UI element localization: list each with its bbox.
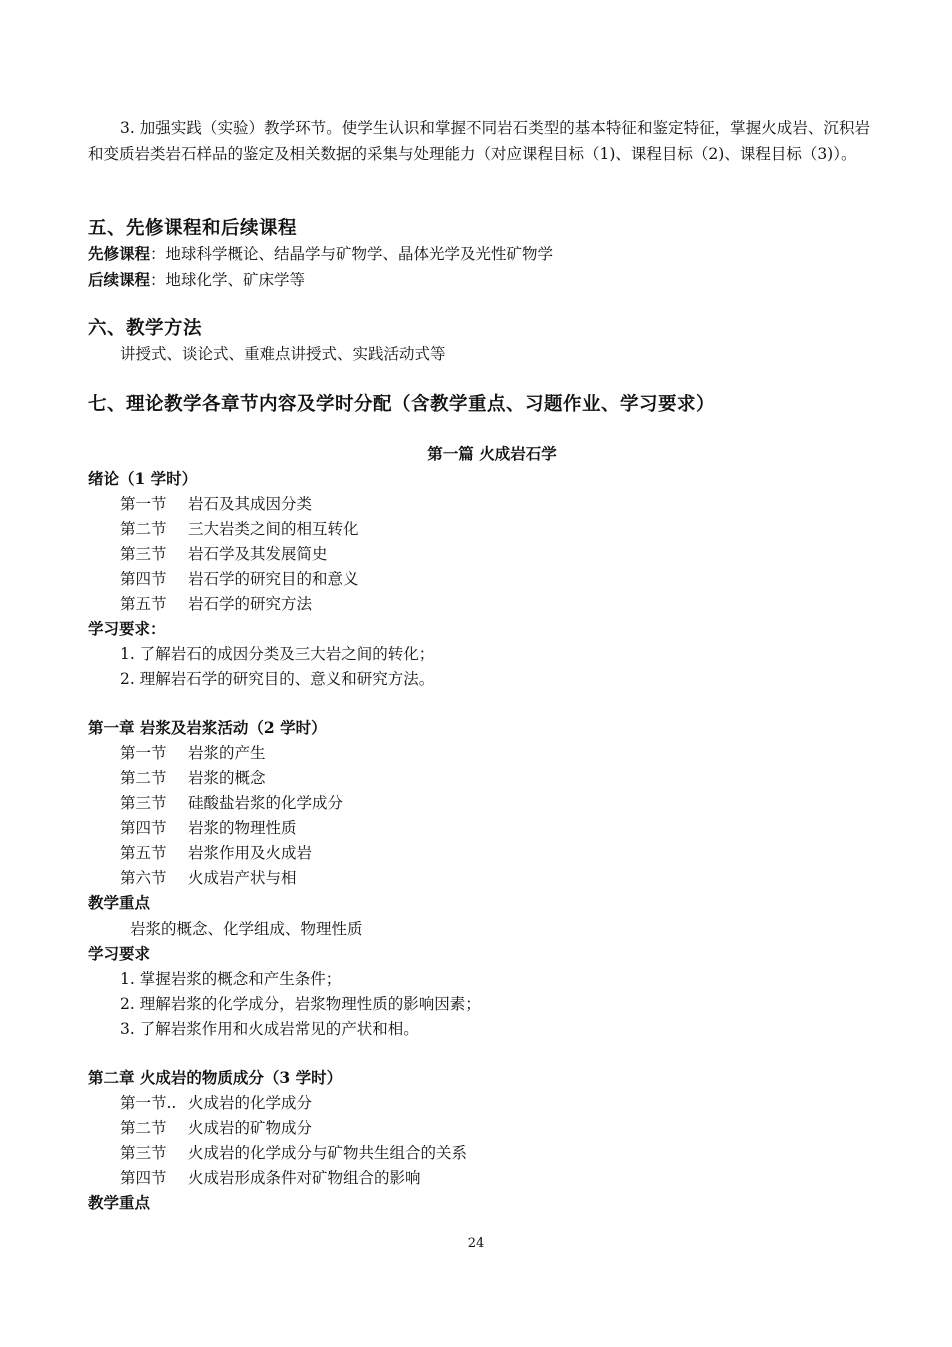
section-title: 火成岩的矿物成分 [188,1119,313,1137]
intro-paragraph: 3. 加强实践（实验）教学环节。使学生认识和掌握不同岩石类型的基本特征和鉴定特征，掌握火成岩、沉积岩和变质岩类岩石样品的鉴定及相关数据的采集与处理能力（对应课程目标（1)、课程目标（2)、课程目标（3)）。 [88,119,870,163]
followup-line [88,268,305,290]
section-number: 第一节 [120,744,167,762]
section7-heading: 七、理论教学各章节内容及学时分配（含教学重点、习题作业、学习要求） [88,394,716,415]
section5-heading: 五、先修课程和后续课程 [88,218,298,239]
section-item [120,766,266,788]
section-item [120,517,359,539]
section-number: 第五节 [120,844,167,862]
followup-label: 后续课程 [88,270,151,289]
intro-chapter-title: 绪论（1 学时） [88,469,198,488]
section6-heading: 六、教学方法 [88,318,203,339]
requirement-item: 2. 理解岩石学的研究目的、意义和研究方法。 [120,670,435,688]
section-number: 第一节.. [120,1094,177,1112]
section-number: 第三节 [120,794,167,812]
section-item [120,1166,421,1188]
chapter1-title: 第一章 岩浆及岩浆活动（2 学时） [88,718,327,737]
section-item [120,492,312,514]
page-number: 24 [467,1236,485,1251]
requirement-item: 1. 了解岩石的成因分类及三大岩之间的转化； [120,645,435,663]
section-number: 第二节 [120,1119,167,1137]
section-item [120,866,297,888]
section-title: 岩石学的研究目的和意义 [188,570,359,588]
section-number: 第四节 [120,570,167,588]
section-number: 第四节 [120,1169,167,1187]
section-item [120,592,312,614]
section-title: 硅酸盐岩浆的化学成分 [188,794,344,812]
section-item [120,741,266,763]
section-title: 火成岩的化学成分与矿物共生组合的关系 [188,1144,468,1162]
requirement-item: 2. 理解岩浆的化学成分，岩浆物理性质的影响因素； [120,995,481,1013]
section-number: 第六节 [120,869,167,887]
section-item [120,1116,312,1138]
section-title: 三大岩类之间的相互转化 [188,520,359,538]
part1-title: 第一篇 火成岩石学 [427,444,557,463]
chapter2-title: 第二章 火成岩的物质成分（3 学时） [88,1068,343,1087]
section-title: 岩浆作用及火成岩 [188,844,313,862]
section-number: 第二节 [120,520,167,538]
section-item [120,567,359,589]
section-title: 岩石学的研究方法 [188,595,313,613]
requirement-item: 1. 掌握岩浆的概念和产生条件； [120,970,342,988]
section-item [120,791,343,813]
section-item [120,542,328,564]
chapter1-req-label: 学习要求 [88,944,151,963]
section-title: 岩石及其成因分类 [188,495,313,513]
section-title: 岩浆的产生 [188,744,266,762]
prereq-label: 先修课程 [88,244,151,263]
section-number: 第三节 [120,1144,167,1162]
prereq-line [88,242,553,264]
chapter1-key-text: 岩浆的概念、化学组成、物理性质 [130,920,363,938]
section-title: 火成岩产状与相 [188,869,297,887]
chapter1-key-label: 教学重点 [88,893,151,912]
section-title: 火成岩的化学成分 [188,1094,313,1112]
section-title: 火成岩形成条件对矿物组合的影响 [188,1169,421,1187]
section-number: 第一节 [120,495,167,513]
followup-text: ：地球化学、矿床学等 [150,271,306,289]
section-number: 第二节 [120,769,167,787]
requirement-item: 3. 了解岩浆作用和火成岩常见的产状和相。 [120,1020,419,1038]
section-item [120,816,297,838]
prereq-text: ：地球科学概论、结晶学与矿物学、晶体光学及光性矿物学 [150,245,554,263]
section-number: 第三节 [120,545,167,563]
section-title: 岩石学及其发展简史 [188,545,328,563]
chapter2-key-label: 教学重点 [88,1193,151,1212]
section-item [120,841,312,863]
intro-req-label: 学习要求： [88,619,166,638]
section-item [120,1141,467,1163]
section6-text: 讲授式、谈论式、重难点讲授式、实践活动式等 [120,345,446,363]
section-item [120,1091,312,1113]
section-title: 岩浆的物理性质 [188,819,297,837]
section-title: 岩浆的概念 [188,769,266,787]
section-number: 第四节 [120,819,167,837]
section-number: 第五节 [120,595,167,613]
